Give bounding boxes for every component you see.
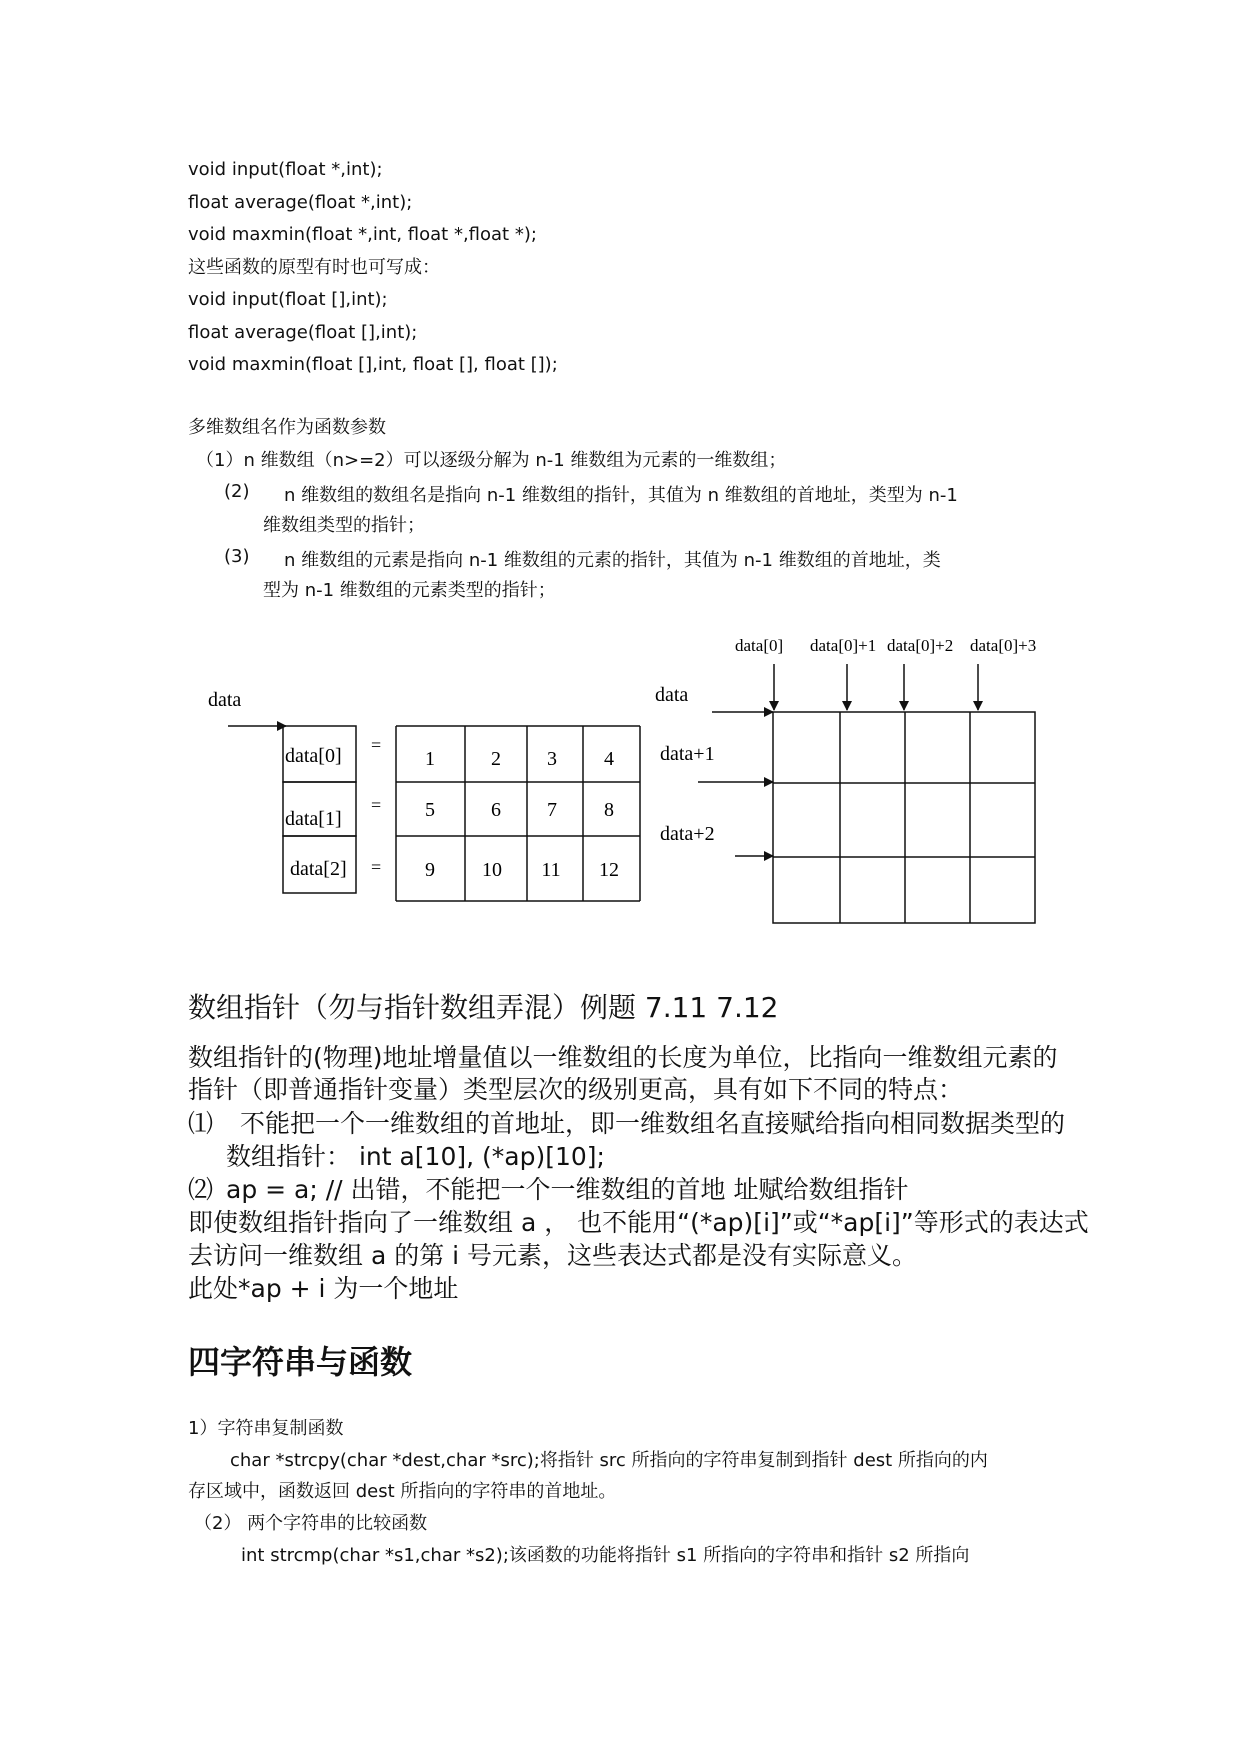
matrix-cell: 5 <box>425 799 435 821</box>
multidim-item-1 <box>196 446 786 472</box>
right-data-label: data <box>655 684 689 706</box>
multidim-item-2-cont: 维数组类型的指针； <box>263 515 425 536</box>
section-title-strings: 四字符串与函数 <box>188 1343 413 1381</box>
list-item-number: ⑵ <box>188 1175 214 1204</box>
string-item-1-line: char *strcpy(char *dest,char *src);将指针 src 所指向的字符串复制到指针 dest 所指向的内 <box>230 1450 988 1471</box>
list-item-text: ap = a; // 出错，不能把一个一维数组的首地 址赋给数组指针 <box>226 1175 909 1204</box>
multidim-item-3-num: (3) <box>224 546 250 567</box>
list-item-text: 不能把一个一维数组的首地址，即一维数组名直接赋给指向相同数据类型的 <box>240 1109 1066 1138</box>
matrix-cell: 4 <box>604 748 614 770</box>
string-item-2-title: （2） 两个字符串的比较函数 <box>194 1513 428 1534</box>
string-item-1-title: 1）字符串复制函数 <box>188 1418 344 1439</box>
prototype-line: void input(float [],int); <box>188 289 388 310</box>
matrix-cell: 8 <box>604 799 614 821</box>
paragraph-line: 数组指针的(物理)地址增量值以一维数组的长度为单位，比指向一维数组元素的 <box>188 1043 1058 1072</box>
multidim-title: 多维数组名作为函数参数 <box>188 417 386 438</box>
matrix-cell: 2 <box>491 748 501 770</box>
prototype-line: void input(float *,int); <box>188 159 383 180</box>
item-number: （1） <box>196 450 244 471</box>
prototype-line: float average(float *,int); <box>188 191 413 213</box>
prototype-line: float average(float [],int); <box>188 321 418 343</box>
list-item-number: ⑴ <box>188 1109 214 1138</box>
list-item-cont: 数组指针： int a[10], (*ap)[10]; <box>226 1142 605 1171</box>
equals-sign: = <box>371 795 382 815</box>
col-label: data[0]+2 <box>887 636 954 655</box>
item-text: n 维数组（n>=2）可以逐级分解为 n-1 维数组为元素的一维数组； <box>243 450 787 471</box>
row-label: data[0] <box>285 745 342 767</box>
row-label: data[2] <box>290 858 347 880</box>
multidim-item-2-num: (2) <box>224 481 250 502</box>
multidim-item-3-cont: 型为 n-1 维数组的元素类型的指针； <box>263 580 556 601</box>
matrix-cell: 10 <box>482 859 502 881</box>
equals-sign: = <box>371 735 382 755</box>
paragraph-line: 指针（即普通指针变量）类型层次的级别更高，具有如下不同的特点： <box>188 1075 964 1104</box>
matrix-cell: 12 <box>599 859 619 881</box>
col-label: data[0] <box>735 636 784 655</box>
paragraph-line: 即使数组指针指向了一维数组 a ， 也不能用“(*ap)[i]”或“*ap[i]”等形式的表达式 <box>188 1208 1089 1237</box>
right-row-label: data+2 <box>660 823 715 845</box>
col-label: data[0]+1 <box>810 636 877 655</box>
section-title-array-pointer: 数组指针（勿与指针数组弄混）例题 7.11 7.12 <box>188 991 779 1024</box>
matrix-cell: 9 <box>425 859 435 881</box>
string-item-2-line: int strcmp(char *s1,char *s2);该函数的功能将指针 s1 所指向的字符串和指针 s2 所指向 <box>241 1545 970 1566</box>
right-row-label: data+1 <box>660 743 715 765</box>
matrix-cell: 6 <box>491 799 501 821</box>
prototype-list <box>188 154 558 382</box>
row-label: data[1] <box>285 808 342 830</box>
left-data-label: data <box>208 689 242 711</box>
matrix-cell: 3 <box>547 748 557 770</box>
equals-sign: = <box>371 857 382 877</box>
empty-grid <box>773 712 1035 923</box>
matrix-cell: 7 <box>547 799 557 821</box>
prototype-note: 这些函数的原型有时也可写成： <box>188 256 440 278</box>
multidim-item-3-text: n 维数组的元素是指向 n-1 维数组的元素的指针，其值为 n-1 维数组的首地址，类 <box>284 550 941 571</box>
multidim-item-2-text: n 维数组的数组名是指向 n-1 维数组的指针，其值为 n 维数组的首地址，类型为 n-1 <box>284 485 958 506</box>
matrix-cell: 1 <box>425 748 435 770</box>
string-item-1-line: 存区域中，函数返回 dest 所指向的字符串的首地址。 <box>188 1481 617 1502</box>
prototype-line: void maxmin(float [],int, float [], float []); <box>188 354 558 375</box>
col-label: data[0]+3 <box>970 636 1037 655</box>
prototype-line: void maxmin(float *,int, float *,float *); <box>188 224 537 245</box>
matrix-cell: 11 <box>541 859 561 881</box>
paragraph-line: 此处*ap + i 为一个地址 <box>188 1274 459 1303</box>
paragraph-line: 去访问一维数组 a 的第 i 号元素，这些表达式都是没有实际意义。 <box>188 1241 918 1270</box>
array-diagram <box>0 620 1241 940</box>
